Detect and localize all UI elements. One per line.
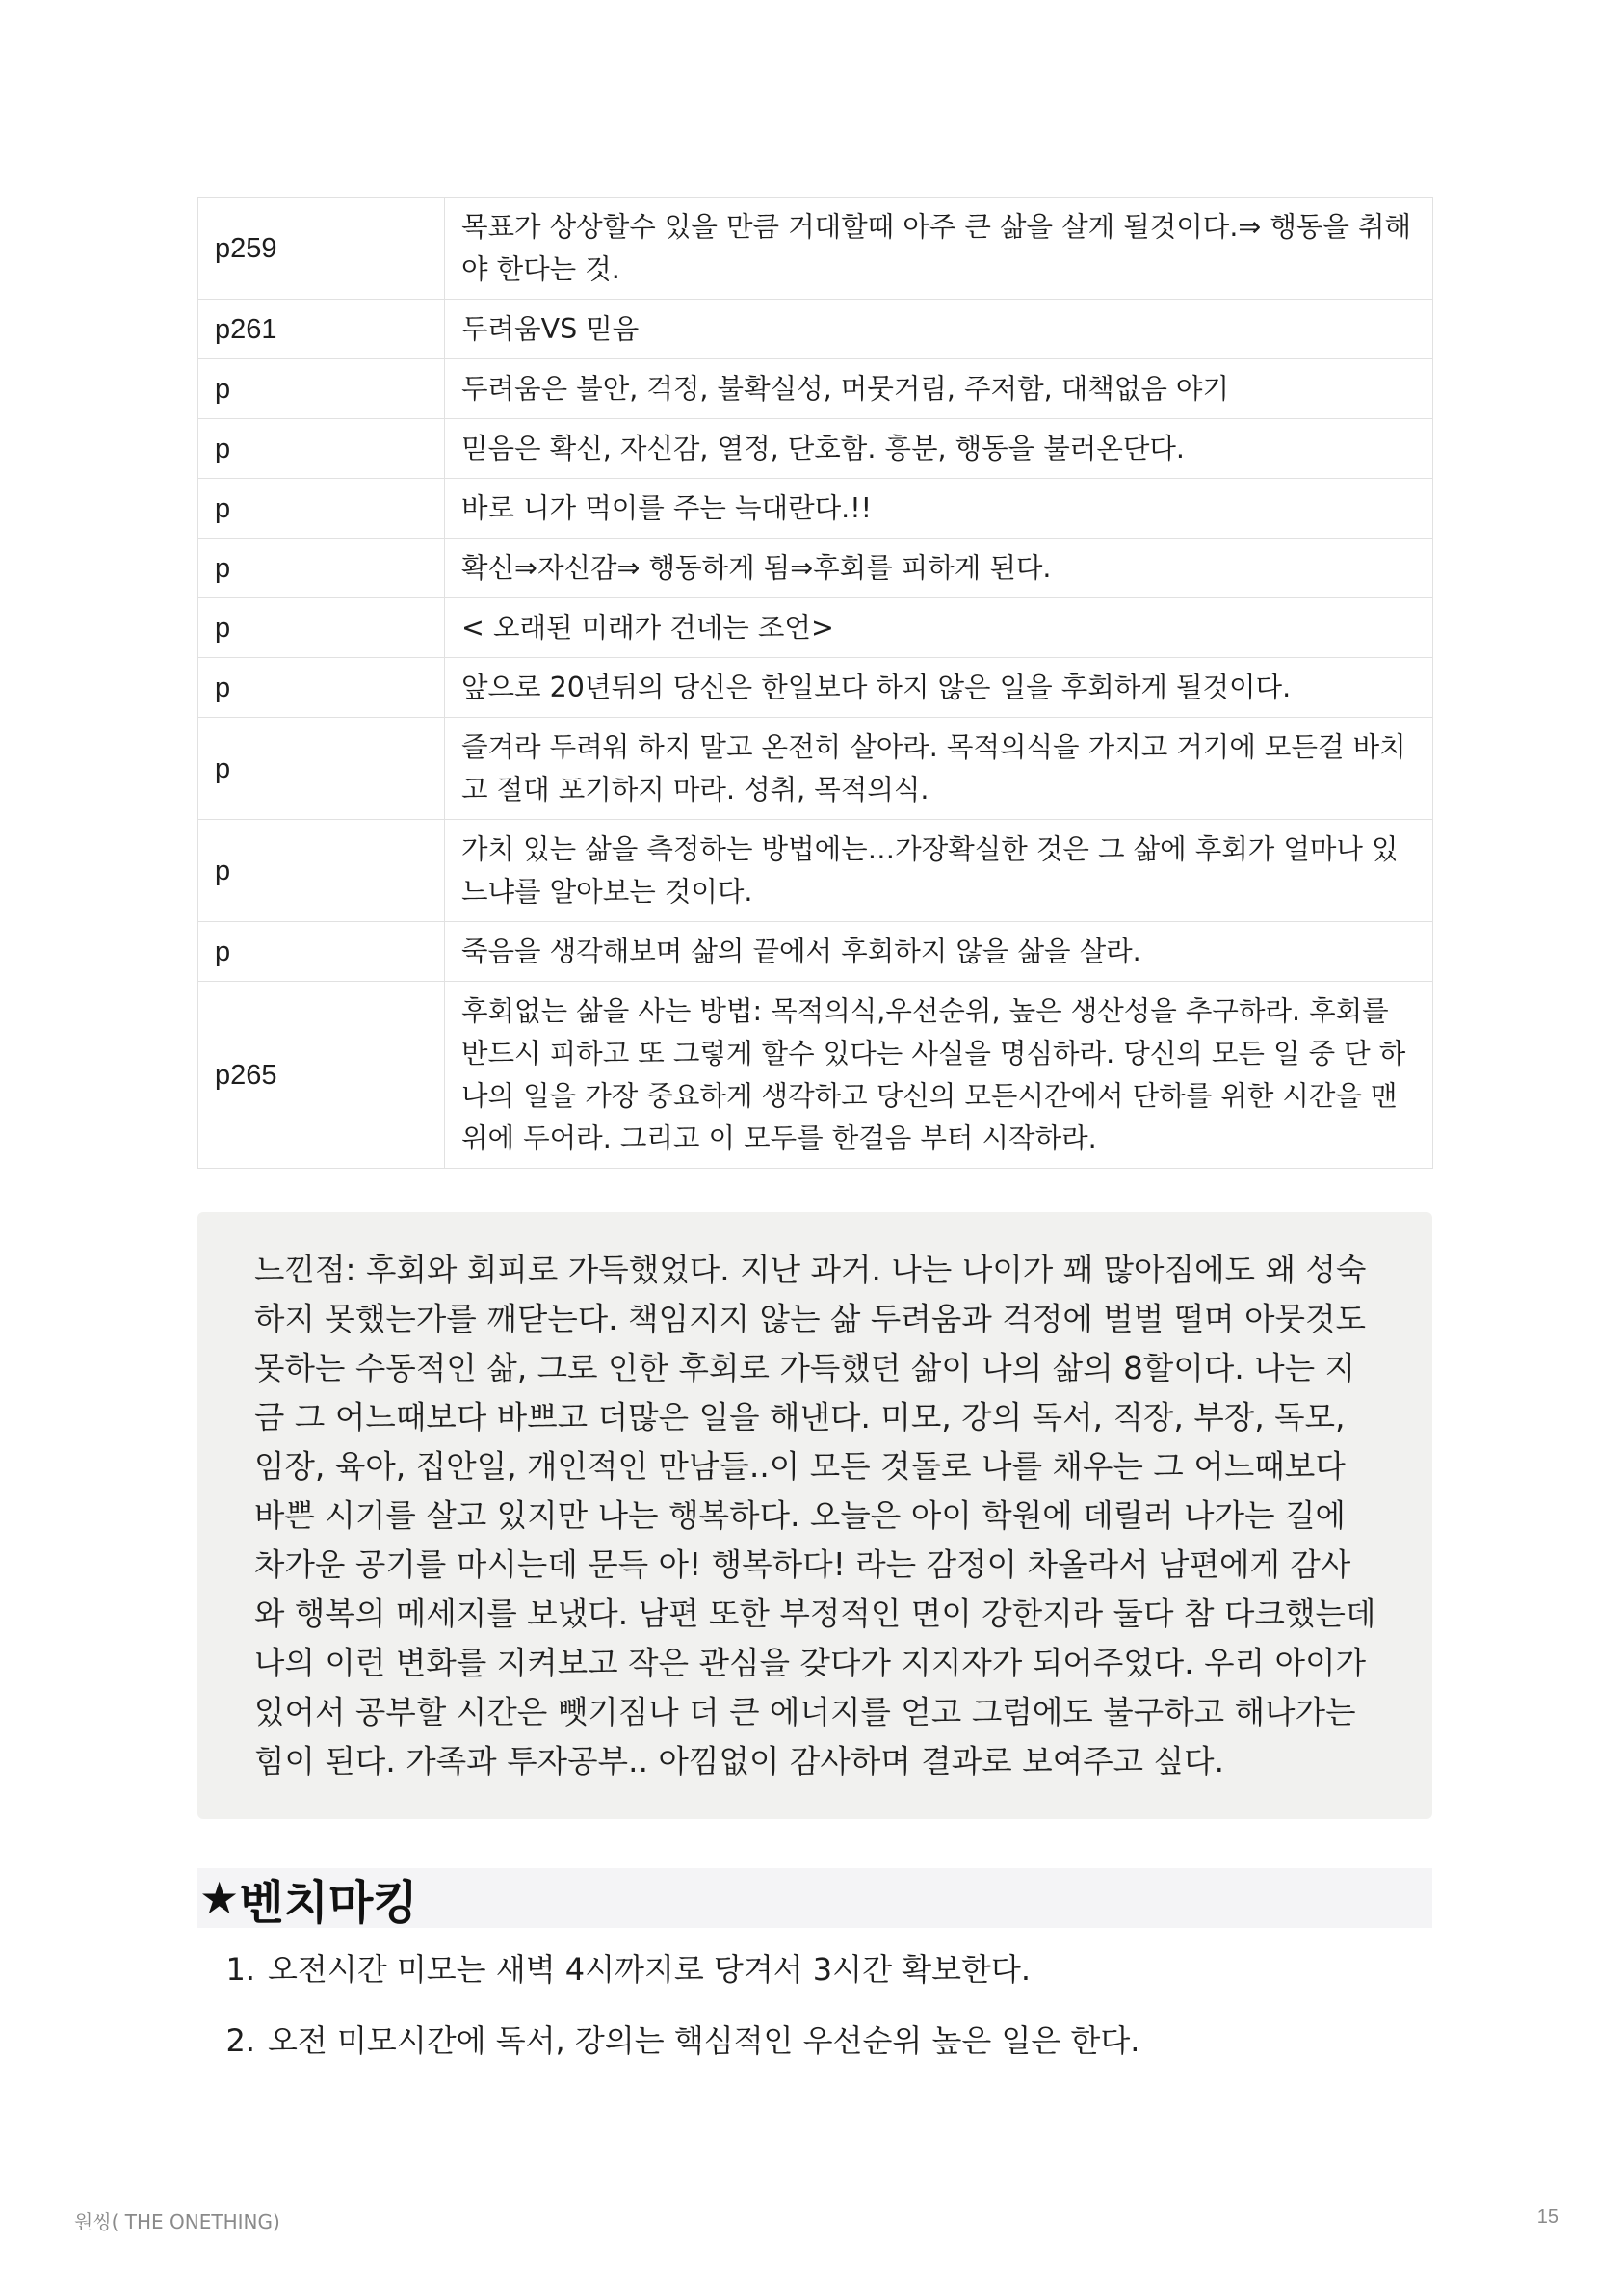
note-cell: 앞으로 20년뒤의 당신은 한일보다 하지 않은 일을 후회하게 될것이다.: [445, 658, 1433, 718]
note-cell: 두려움은 불안, 걱정, 불확실성, 머뭇거림, 주저함, 대책없음 야기: [445, 359, 1433, 419]
page-ref-cell: p: [198, 598, 445, 658]
note-cell: 가치 있는 삶을 측정하는 방법에는…가장확실한 것은 그 삶에 후회가 얼마나 있느냐를 알아보는 것이다.: [445, 820, 1433, 922]
table-row: [198, 658, 1433, 718]
page-ref-cell: p: [198, 479, 445, 539]
page-ref-cell: p: [198, 359, 445, 419]
reflection-text: 느낀점: 후회와 회피로 가득했었다. 지난 과거. 나는 나이가 꽤 많아짐에도 왜 성숙하지 못했는가를 깨닫는다. 책임지지 않는 삶 두려움과 걱정에 벌벌 떨며 아뭇것도 못하는 수동적인 삶, 그로 인한 후회로 가득했던 삶이 나의 삶의 8할이다. 나는 지금 그 어느때보다 바쁘고 더많은 일을 해낸다. 미모, 강의 독서, 직장, 부장, 독모, 임장, 육아, 집안일, 개인적인 만남들..이 모든 것돌로 나를 채우는 그 어느때보다 바쁜 시기를 살고 있지만 나는 행복하다. 오늘은 아이 학원에 데릴러 나가는 길에 차가운 공기를 마시는데 문득 아! 행복하다! 라는 감정이 차올라서 남편에게 감사와 행복의 메세지를 보냈다. 남편 또한 부정적인 면이 강한지라 둘다 참 다크했는데 나의 이런 변화를 지켜보고 작은 관심을 갖다가 지지자가 되어주었다. 우리 아이가 있어서 공부할 시간은 뺏기짐나 더 큰 에너지를 얻고 그럼에도 불구하고 해나가는 힘이 된다. 가족과 투자공부.. 아낌없이 감사하며 결과로 보여주고 싶다.: [254, 1252, 1376, 1780]
note-cell: < 오래된 미래가 건네는 조언>: [445, 598, 1433, 658]
page-ref-cell: p261: [198, 300, 445, 359]
table-row: [198, 300, 1433, 359]
list-item-text: 오전 미모시간에 독서, 강의는 핵심적인 우선순위 높은 일은 한다.: [268, 2022, 1140, 2059]
note-cell: 믿음은 확신, 자신감, 열정, 단호함. 흥분, 행동을 불러온단다.: [445, 419, 1433, 479]
star-icon: ★: [199, 1872, 240, 1924]
table-row: [198, 539, 1433, 598]
table-row: [198, 419, 1433, 479]
page-ref-cell: p: [198, 419, 445, 479]
reflection-callout: [197, 1212, 1432, 1819]
table-row: [198, 479, 1433, 539]
note-cell: 죽음을 생각해보며 삶의 끝에서 후회하지 않을 삶을 살라.: [445, 922, 1433, 982]
table-row: [198, 718, 1433, 820]
list-number: 2.: [225, 2022, 255, 2059]
action-list: [197, 1946, 1432, 2089]
list-item-text: 오전시간 미모는 새벽 4시까지로 당겨서 3시간 확보한다.: [268, 1951, 1031, 1988]
note-cell: 두려움VS 믿음: [445, 300, 1433, 359]
section-title: 벤치마킹: [239, 1875, 418, 1930]
page-ref-cell: p: [198, 922, 445, 982]
table-row: [198, 922, 1433, 982]
note-cell: 목표가 상상할수 있을 만큼 거대할때 아주 큰 삶을 살게 될것이다.⇒ 행동을 취해야 한다는 것.: [445, 198, 1433, 300]
page-ref-cell: p: [198, 658, 445, 718]
page-ref-cell: p: [198, 718, 445, 820]
list-number: 1.: [225, 1951, 255, 1988]
list-item: [197, 1946, 1432, 1993]
page-ref-cell: p: [198, 539, 445, 598]
page-ref-cell: p259: [198, 198, 445, 300]
table-row: [198, 982, 1433, 1169]
notes-table: [197, 197, 1433, 1169]
note-cell: 즐겨라 두려워 하지 말고 온전히 살아라. 목적의식을 가지고 거기에 모든걸 바치고 절대 포기하지 마라. 성취, 목적의식.: [445, 718, 1433, 820]
section-heading: [197, 1868, 1432, 1928]
footer-title: 원씽( THE ONETHING): [74, 2210, 280, 2233]
note-cell: 바로 니가 먹이를 주는 늑대란다.!!: [445, 479, 1433, 539]
table-row: [198, 820, 1433, 922]
page-ref-cell: p: [198, 820, 445, 922]
table-row: [198, 598, 1433, 658]
notes-table-body: [198, 198, 1433, 1169]
table-row: [198, 198, 1433, 300]
list-item: [197, 2018, 1432, 2064]
page-number: 15: [1536, 2206, 1558, 2228]
note-cell: 후회없는 삶을 사는 방법: 목적의식,우선순위, 높은 생산성을 추구하라. 후회를 반드시 피하고 또 그렇게 할수 있다는 사실을 명심하라. 당신의 모든 일 중 단 하나의 일을 가장 중요하게 생각하고 당신의 모든시간에서 단하를 위한 시간을 맨 위에 두어라. 그리고 이 모두를 한걸음 부터 시작하라.: [445, 982, 1433, 1169]
table-row: [198, 359, 1433, 419]
note-cell: 확신⇒자신감⇒ 행동하게 됨⇒후회를 피하게 된다.: [445, 539, 1433, 598]
page-ref-cell: p265: [198, 982, 445, 1169]
